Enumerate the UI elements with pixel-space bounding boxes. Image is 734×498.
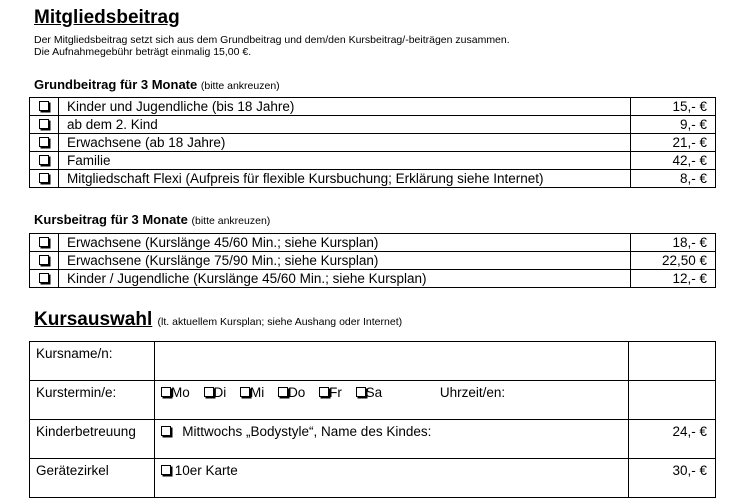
checkbox-cell[interactable] — [30, 152, 59, 170]
kursauswahl-table — [29, 341, 716, 498]
fee-price: 15,- € — [631, 98, 716, 116]
checkbox-icon[interactable] — [39, 137, 49, 147]
checkbox-icon[interactable] — [161, 426, 171, 436]
checkbox-cell[interactable] — [30, 270, 59, 288]
fee-label: Erwachsene (Kurslänge 75/90 Min.; siehe Kursplan) — [59, 252, 631, 270]
table-row — [30, 270, 716, 288]
table-row — [30, 116, 716, 134]
day-option-fr[interactable] — [319, 385, 342, 400]
checkbox-icon[interactable] — [39, 101, 49, 111]
checkbox-icon[interactable] — [39, 173, 49, 183]
intro-text — [34, 34, 510, 58]
day-label: Mo — [171, 385, 190, 400]
fee-label: Erwachsene (Kurslänge 45/60 Min.; siehe Kursplan) — [59, 234, 631, 252]
checkbox-icon[interactable] — [39, 119, 49, 129]
grundbeitrag-table — [29, 97, 716, 188]
geraetezirkel-label: Gerätezirkel — [30, 459, 155, 498]
kursauswahl-heading — [34, 309, 402, 331]
kursname-label: Kursname/n: — [30, 342, 155, 381]
table-row — [30, 152, 716, 170]
kursname-price-cell — [629, 342, 716, 381]
checkbox-cell[interactable] — [30, 252, 59, 270]
day-option-mo[interactable] — [161, 385, 190, 400]
kurstermin-field — [155, 381, 629, 420]
day-label: Fr — [329, 385, 342, 400]
kursauswahl-note: (lt. aktuellem Kursplan; siehe Aushang oder Internet) — [157, 316, 403, 328]
fee-label: Kinder und Jugendliche (bis 18 Jahre) — [59, 98, 631, 116]
checkbox-icon[interactable] — [39, 237, 49, 247]
table-row — [30, 98, 716, 116]
fee-label: Erwachsene (ab 18 Jahre) — [59, 134, 631, 152]
checkbox-icon[interactable] — [39, 155, 49, 165]
checkbox-icon[interactable] — [278, 387, 288, 397]
fee-label: Familie — [59, 152, 631, 170]
checkbox-icon[interactable] — [356, 387, 366, 397]
page-title: Mitgliedsbeitrag — [34, 7, 180, 28]
kurstermin-label: Kurstermin/e: — [30, 381, 155, 420]
kursauswahl-title: Kursauswahl — [34, 309, 153, 330]
checkbox-cell[interactable] — [30, 98, 59, 116]
day-label: Do — [288, 385, 306, 400]
grundbeitrag-title: Grundbeitrag für 3 Monate — [34, 77, 198, 92]
day-option-do[interactable] — [278, 385, 305, 400]
checkbox-icon[interactable] — [161, 387, 171, 397]
checkbox-icon[interactable] — [161, 465, 171, 475]
checkbox-icon[interactable] — [39, 255, 49, 265]
kursname-field[interactable] — [155, 342, 629, 381]
checkbox-cell[interactable] — [30, 116, 59, 134]
grundbeitrag-note: (bitte ankreuzen) — [200, 80, 280, 92]
fee-price: 21,- € — [631, 134, 716, 152]
kursbeitrag-title: Kursbeitrag für 3 Monate — [34, 212, 188, 227]
fee-price: 42,- € — [631, 152, 716, 170]
checkbox-icon[interactable] — [39, 273, 49, 283]
day-option-sa[interactable] — [356, 385, 383, 400]
table-row — [30, 252, 716, 270]
kursbeitrag-heading — [34, 212, 270, 227]
fee-price: 18,- € — [631, 234, 716, 252]
fee-price: 12,- € — [631, 270, 716, 288]
day-option-di[interactable] — [204, 385, 227, 400]
checkbox-icon[interactable] — [319, 387, 329, 397]
day-option-mi[interactable] — [240, 385, 264, 400]
intro-line-2: Die Aufnahmegebühr beträgt einmalig 15,00 €. — [34, 46, 252, 58]
kinderbetreuung-text: Mittwochs „Bodystyle“, Name des Kindes: — [182, 424, 432, 439]
geraetezirkel-price: 30,- € — [629, 459, 716, 498]
fee-label: Kinder / Jugendliche (Kurslänge 45/60 Min.; siehe Kursplan) — [59, 270, 631, 288]
day-label: Sa — [365, 385, 383, 400]
kinderbetreuung-label: Kinderbetreuung — [30, 420, 155, 459]
table-row — [30, 381, 716, 420]
geraetezirkel-text: 10er Karte — [174, 463, 238, 478]
kursbeitrag-note: (bitte ankreuzen) — [191, 215, 271, 227]
kursbeitrag-table — [29, 233, 716, 288]
fee-price: 9,- € — [631, 116, 716, 134]
table-row — [30, 459, 716, 498]
checkbox-cell[interactable] — [30, 170, 59, 188]
geraetezirkel-field — [155, 459, 629, 498]
kinderbetreuung-field — [155, 420, 629, 459]
day-label: Di — [213, 385, 227, 400]
intro-line-1: Der Mitgliedsbeitrag setzt sich aus dem Grundbeitrag und dem/den Kursbeitrag/-beiträgen zusammen. — [34, 34, 510, 46]
fee-label: Mitgliedschaft Flexi (Aufpreis für flexible Kursbuchung; Erklärung siehe Internet) — [59, 170, 631, 188]
table-row — [30, 170, 716, 188]
fee-label: ab dem 2. Kind — [59, 116, 631, 134]
kurstermin-price-cell — [629, 381, 716, 420]
grundbeitrag-heading — [34, 77, 280, 92]
table-row — [30, 134, 716, 152]
fee-price: 22,50 € — [631, 252, 716, 270]
uhrzeit-label: Uhrzeit/en: — [439, 385, 506, 400]
checkbox-cell[interactable] — [30, 134, 59, 152]
kinderbetreuung-price: 24,- € — [629, 420, 716, 459]
checkbox-icon[interactable] — [240, 387, 250, 397]
checkbox-cell[interactable] — [30, 234, 59, 252]
day-label: Mi — [250, 385, 265, 400]
table-row — [30, 342, 716, 381]
checkbox-icon[interactable] — [204, 387, 214, 397]
table-row — [30, 420, 716, 459]
table-row — [30, 234, 716, 252]
fee-price: 8,- € — [631, 170, 716, 188]
